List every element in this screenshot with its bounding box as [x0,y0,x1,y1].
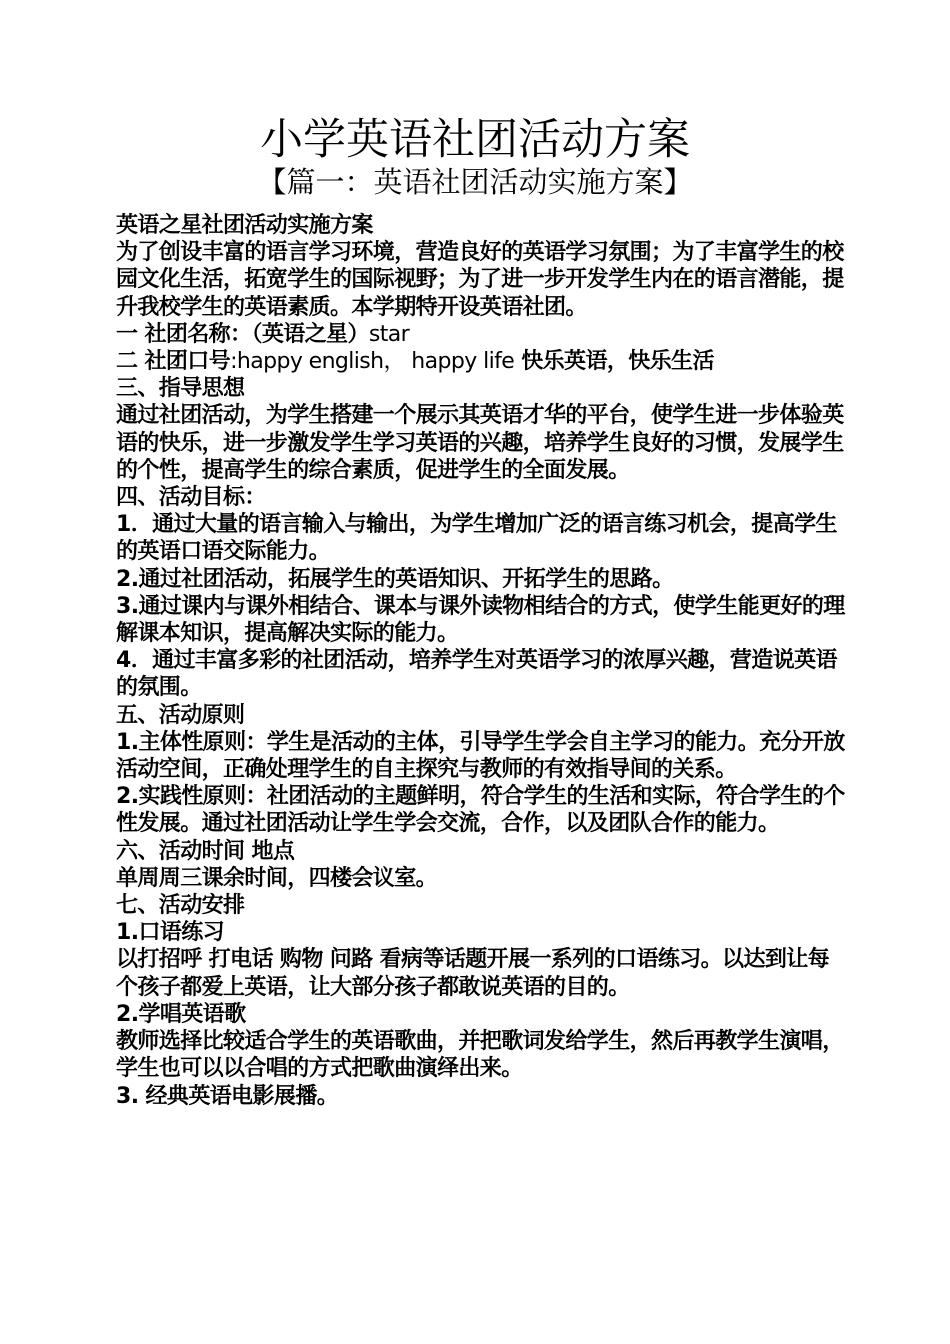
activity-2-paragraph: 教师选择比较适合学生的英语歌曲，并把歌词发给学生，然后再教学生演唱，学生也可以以合唱的方式把歌曲演绎出来。 [116,1029,844,1082]
goal-item: 3.通过课内与课外相结合、课本与课外读物相结合的方式，使学生能更好的理解课本知识，提高解决实际的能力。 [116,593,845,647]
section-heading: 英语之星社团活动实施方案 [116,213,373,238]
activity-2-title: 2.学唱英语歌 [116,1001,246,1027]
goal-item: 4．通过丰富多彩的社团活动，培养学生对英语学习的浓厚兴趣，营造说英语的氛围。 [116,648,837,701]
principle-item: 2.实践性原则：社团活动的主题鲜明，符合学生的生活和实际，符合学生的个性发展。通过社团活动让学生学会交流，合作，以及团队合作的能力。 [116,784,845,837]
principle-item: 1.主体性原则：学生是活动的主体，引导学生学会自主学习的能力。充分开放活动空间，正确处理学生的自主探究与教师的有效指导间的关系。 [116,729,845,783]
section-3-paragraph: 通过社团活动，为学生搭建一个展示其英语才华的平台，使学生进一步体验英语的快乐，进一步激发学生学习英语的兴趣，培养学生良好的习惯，发展学生的个性，提高学生的综合素质，促进学生的全面发展。 [116,403,844,483]
section-4-title: 四、活动目标： [116,485,266,511]
goal-item: 1．通过大量的语言输入与输出，为学生增加广泛的语言练习机会，提高学生的英语口语交际能力。 [116,512,837,565]
club-name-label: 一 社团名称：（英语之星） [116,321,369,347]
section-6-paragraph: 单周周三课余时间，四楼会议室。 [116,865,438,891]
document-title: 小学英语社团活动方案 [260,115,690,165]
section-3-title: 三、指导思想 [116,376,245,402]
activity-3-title: 3. 经典英语电影展播。 [116,1083,339,1109]
intro-paragraph: 为了创设丰富的语言学习环境，营造良好的英语学习氛围；为了丰富学生的校园文化生活，拓宽学生的国际视野；为了进一步开发学生内在的语言潜能，提升我校学生的英语素质。本学期特开设英语社团。 [116,240,844,320]
club-slogan-chinese: 快乐英语，快乐生活 [521,349,714,375]
activity-1-title: 1.口语练习 [116,920,225,946]
club-name-line [116,321,846,348]
section-6-title: 六、活动时间 地点 [116,838,295,864]
goal-item: 2.通过社团活动，拓展学生的英语知识、开拓学生的思路。 [116,566,674,592]
document-subtitle: 【篇一：英语社团活动实施方案】 [257,165,693,199]
club-slogan-english: :happy english， happy life [230,349,515,375]
club-slogan-label: 二 社团口号 [116,349,231,375]
club-name-value: star [368,321,410,347]
document-body [116,212,846,1110]
activity-1-paragraph: 以打招呼 打电话 购物 问路 看病等话题开展一系列的口语练习。以达到让每个孩子都爱上英语，让大部分孩子都敢说英语的目的。 [116,947,830,1000]
club-slogan-line [116,348,846,375]
section-7-title: 七、活动安排 [116,893,245,919]
section-5-title: 五、活动原则 [116,702,245,728]
